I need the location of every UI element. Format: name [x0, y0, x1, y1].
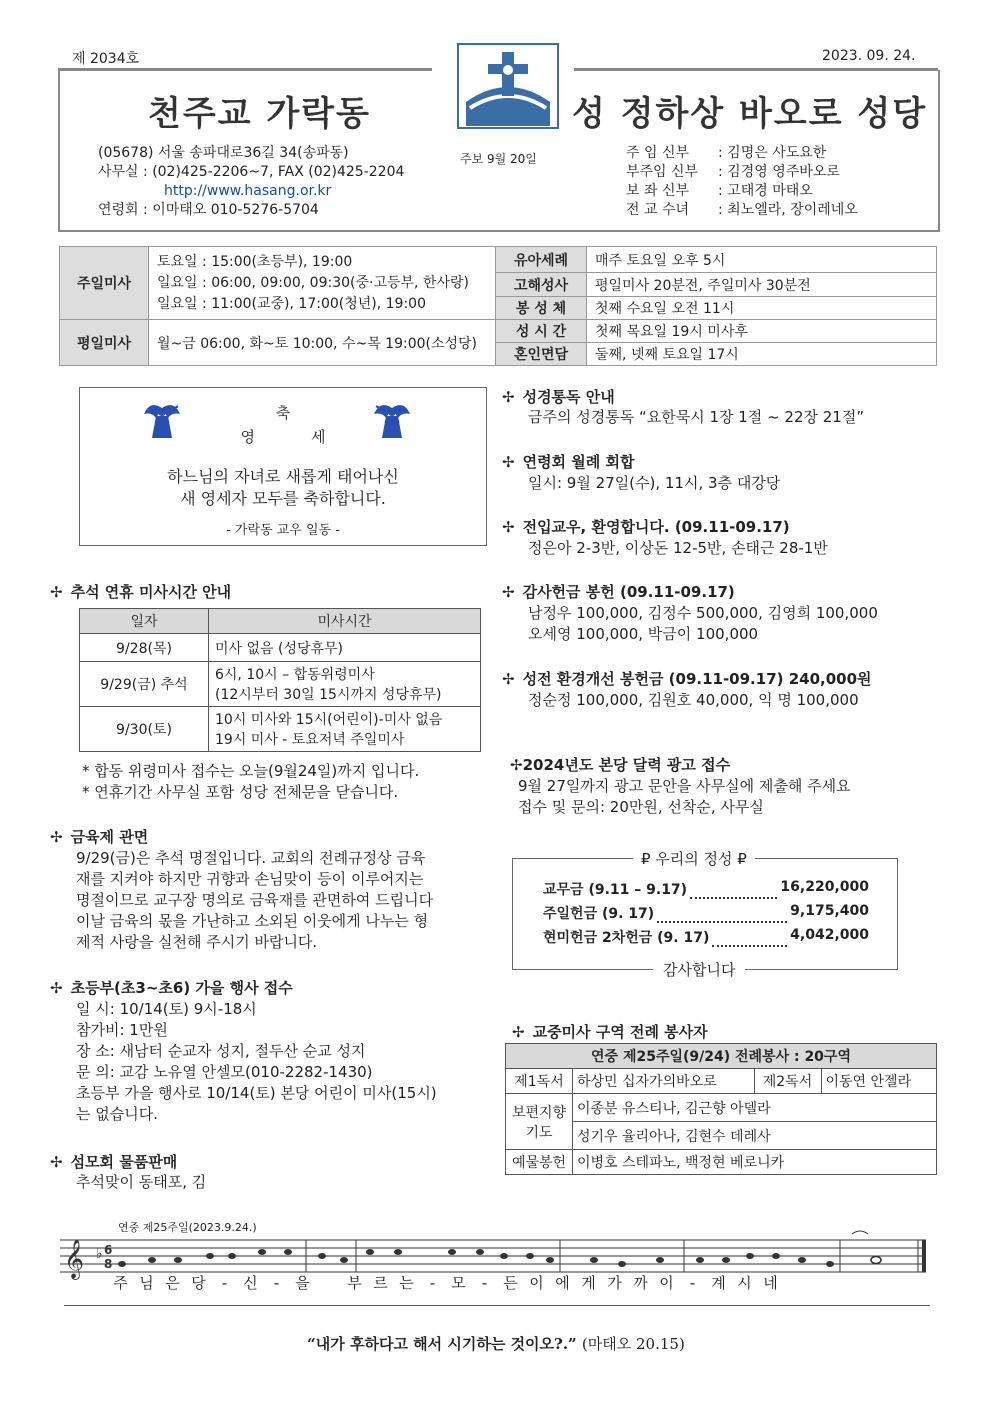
- schedule-value: 평일미사 20분전, 주일미사 30분전: [587, 273, 937, 297]
- address-block: [98, 144, 404, 220]
- parish-logo-icon: [456, 42, 560, 130]
- sunday-mass-times: 토요일 : 15:00(초등부), 19:00 일요일 : 06:00, 09:00, 09:30(중·고등부, 한사랑) 일요일 : 11:00(교중), 17:00(청년), 19:00: [149, 247, 496, 320]
- schedule-label: 성 시 간: [496, 320, 587, 343]
- baptism-title-1: 축: [275, 404, 291, 422]
- schedule-label: 고해성사: [496, 273, 587, 297]
- baptism-sign: - 가락동 교우 일동 -: [226, 523, 340, 538]
- table-cell: 제1독서: [506, 1069, 573, 1094]
- table-cell: 이병호 스테파노, 백정현 베로니카: [573, 1150, 937, 1175]
- parish-title: 성 정하상 바오로 성당: [572, 94, 928, 134]
- table-cell: 9/30(토): [80, 707, 209, 752]
- offering-footer: 감사합니다: [653, 959, 745, 980]
- table-cell: 성기우 율리아나, 김현수 데레사: [573, 1122, 937, 1150]
- offering-box: [512, 850, 898, 979]
- yeonryeong-body: 일시: 9월 27일(수), 11시, 3층 대강당: [528, 474, 781, 492]
- table-cell: 이종분 유스티나, 김근향 아델라: [573, 1094, 937, 1122]
- clergy-block: [626, 144, 858, 220]
- svg-text:♭: ♭: [96, 1246, 103, 1262]
- table-cell: 하상민 십자가의바오로: [573, 1069, 755, 1094]
- table-cell: 예물봉헌: [506, 1150, 573, 1175]
- weekday-mass-times: 월~금 06:00, 화~토 10:00, 수~목 19:00(소성당): [149, 320, 496, 366]
- kids-event-body: 일 시: 10/14(토) 9시-18시 참가비: 1만원 장 소: 새남터 순교자 성지, 절두산 순교 성지 문 의: 교감 노유열 안셀모(010-2282-1430) 초등부 가을 행사로 10/14(토) 본당 어린이 미사(15시) 는 없습니다.: [76, 1000, 437, 1123]
- newcomers-title: ✢ 전입교우, 환영합니다. (09.11-09.17): [502, 518, 790, 536]
- weekday-mass-label: 평일미사: [60, 320, 149, 366]
- bible-body: 금주의 성경통독 “요한묵시 1장 1절 ~ 22장 21절”: [528, 408, 865, 426]
- office-phone: 사무실 : (02)425-2206~7, FAX (02)425-2204: [98, 164, 405, 180]
- bible-title: ✢ 성경통독 안내: [502, 388, 615, 406]
- table-cell: 제2독서: [754, 1069, 821, 1094]
- diocese-title: 천주교 가락동: [148, 94, 371, 134]
- clergy-row: 전 교 수녀 : 최노엘라, 장이레네오: [626, 202, 858, 218]
- schedule-value: 첫째 목요일 19시 미사후: [587, 320, 937, 343]
- renovation-title: ✢ 성전 환경개선 봉헌금 (09.11-09.17) 240,000원: [502, 670, 872, 688]
- table-header: 일자: [80, 609, 209, 634]
- offering-rows: [543, 879, 869, 951]
- chuseok-title: ✢ 추석 연휴 미사시간 안내: [50, 583, 232, 601]
- svg-text:6: 6: [104, 1243, 113, 1257]
- website-link[interactable]: http://www.hasang.or.kr: [164, 183, 332, 199]
- baptism-line: 하느님의 자녀로 새롭게 태어나신: [167, 467, 399, 486]
- sale-body: 추석맞이 동태포, 김: [76, 1173, 207, 1191]
- svg-text:8: 8: [104, 1257, 113, 1271]
- fasting-title: ✢ 금육제 관면: [50, 828, 149, 846]
- issue-number: 제 2034호: [72, 51, 140, 67]
- table-cell: 9/29(금) 추석: [80, 662, 209, 707]
- chuseok-note: * 연휴기간 사무실 포함 성당 전체문을 닫습니다.: [82, 783, 399, 801]
- yeonryeong-contact: 연령회 : 이마태오 010-5276-5704: [98, 202, 319, 218]
- yeonryeong-title: ✢ 연령회 월례 회합: [502, 453, 635, 471]
- schedule-value: 둘째, 넷째 토요일 17시: [587, 343, 937, 366]
- liturgy-title: ✢ 교중미사 구역 전례 봉사자: [512, 1023, 708, 1041]
- schedule-value: 첫째 수요일 오전 11시: [587, 297, 937, 320]
- address-line: (05678) 서울 송파대로36길 34(송파동): [98, 145, 349, 161]
- offering-row: 현미헌금 2차헌금 (9. 17) 4,042,000: [543, 927, 869, 946]
- table-cell: 9/28(목): [80, 634, 209, 662]
- table-cell: 미사 없음 (성당휴무): [209, 634, 481, 662]
- offering-row: 교무금 (9.11 – 9.17) 16,220,000: [543, 879, 869, 898]
- table-cell: 이동연 안젤라: [821, 1069, 937, 1094]
- liturgy-header: 연중 제25주일(9/24) 전례봉사 : 20구역: [506, 1044, 937, 1069]
- clergy-row: 주 임 신부 : 김명은 사도요한: [626, 145, 827, 161]
- thanks-title: ✢ 감사헌금 봉헌 (09.11-09.17): [502, 583, 735, 601]
- kids-event-title: ✢ 초등부(초3~초6) 가을 행사 접수: [50, 979, 293, 997]
- calendar-body: 9월 27일까지 광고 문안을 사무실에 제출해 주세요 접수 및 문의: 20만원, 선착순, 사무실: [518, 777, 851, 816]
- calendar-title: ✢2024년도 본당 달력 광고 접수: [510, 756, 731, 774]
- chuseok-table: [79, 608, 481, 752]
- music-caption: 연중 제25주일(2023.9.24.): [118, 1221, 257, 1234]
- clergy-row: 부주임 신부 : 김경영 영주바오로: [626, 164, 840, 180]
- svg-text:𝄞: 𝄞: [64, 1239, 85, 1279]
- table-cell: 6시, 10시 – 합동위령미사 (12시부터 30일 15시까지 성당휴무): [209, 662, 481, 707]
- divider: [64, 1305, 930, 1306]
- newcomers-body: 정은아 2-3반, 이상돈 12-5반, 손태근 28-1반: [528, 539, 828, 557]
- baptism-line: 새 영세자 모두를 축하합니다.: [180, 489, 386, 508]
- clergy-row: 보 좌 신부 : 고태경 마태오: [626, 183, 813, 199]
- offering-title: ₽ 우리의 정성 ₽: [633, 848, 755, 869]
- chuseok-note: * 합동 위령미사 접수는 오늘(9월24일)까지 입니다.: [82, 762, 420, 780]
- table-header: 미사시간: [209, 609, 481, 634]
- music-lyrics: 주 님 은 당 - 신 - 을 부 르 는 - 모 - 든 이 에 게 가 까 이 - 계 시 네: [113, 1274, 779, 1292]
- weekly-quote: “내가 후하다고 해서 시기하는 것이오?.” (마태오 20.15): [307, 1335, 685, 1353]
- schedule-label: 봉 성 체: [496, 297, 587, 320]
- baptism-box: [79, 387, 487, 546]
- weekly-label: 주보 9월 20일: [460, 152, 537, 166]
- sale-title: ✢ 섬모회 물품판매: [50, 1153, 178, 1171]
- offering-row: 주일헌금 (9. 17) 9,175,400: [543, 903, 869, 922]
- schedule-value: 매주 토요일 오후 5시: [587, 247, 937, 273]
- mass-schedule-table: [59, 246, 937, 366]
- renovation-body: 정순정 100,000, 김원호 40,000, 익 명 100,000: [528, 691, 859, 709]
- liturgy-table: [505, 1043, 937, 1175]
- table-cell: 보편지향 기도: [506, 1094, 573, 1150]
- fasting-body: 9/29(금)은 추석 명절입니다. 교회의 전례규정상 금육 재를 지켜야 하지만 귀향과 손님맞이 등이 이루어지는 명절이므로 교구장 명의로 금육재를 관면하여 드립니다 이날 금육의 몫을 가난하고 소외된 이웃에게 나누는 형 제적 사랑을 실천해 주시기 바랍니다.: [76, 849, 434, 951]
- thanks-body: 남정우 100,000, 김정수 500,000, 김영희 100,000 오세영 100,000, 박금이 100,000: [528, 604, 878, 643]
- schedule-label: 유아세례: [496, 247, 587, 273]
- issue-date: 2023. 09. 24.: [822, 48, 916, 64]
- baptism-title-2: 영 세: [240, 428, 326, 446]
- sunday-mass-label: 주일미사: [60, 247, 149, 320]
- table-cell: 10시 미사와 15시(어린이)-미사 없음 19시 미사 - 토요저녁 주일미사: [209, 707, 481, 752]
- schedule-label: 혼인면담: [496, 343, 587, 366]
